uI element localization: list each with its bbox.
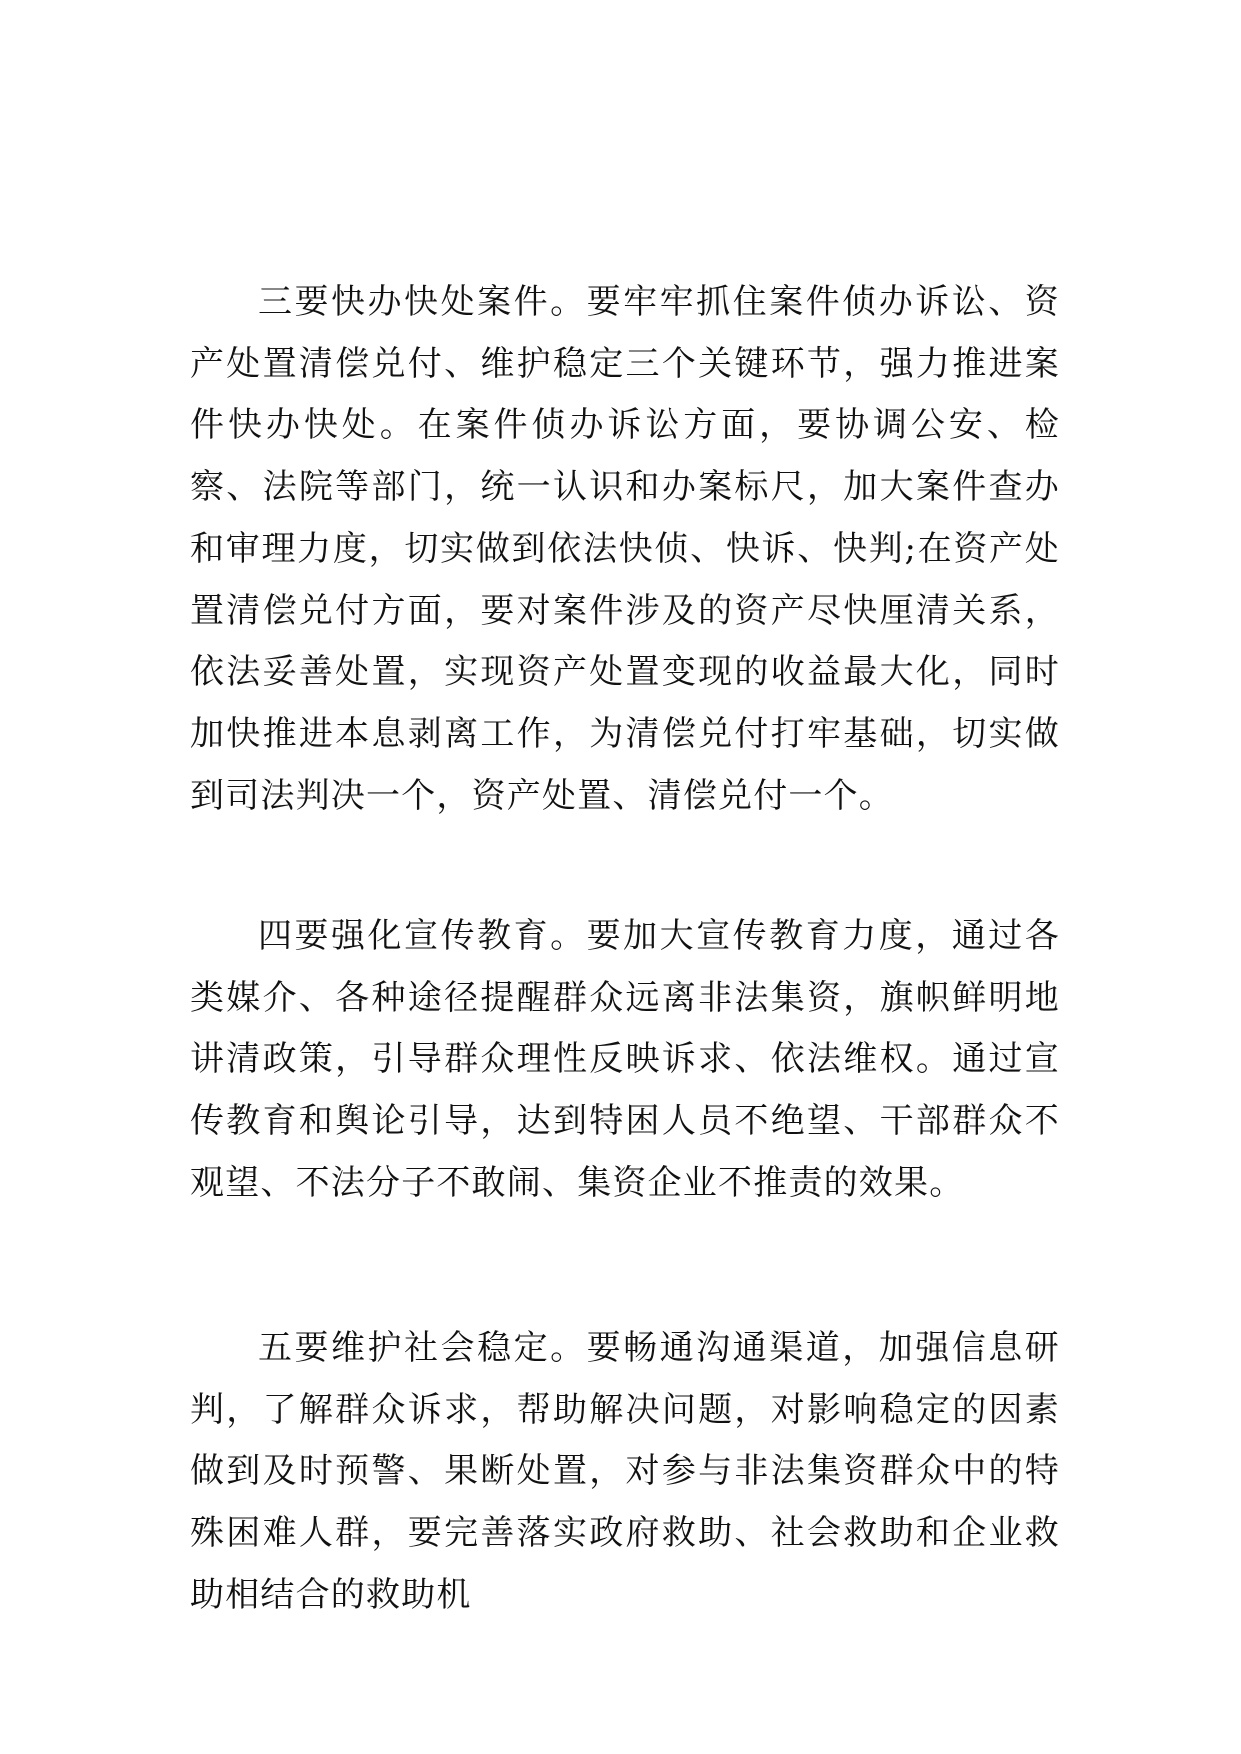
paragraph-publicity-education: 四要强化宣传教育。要加大宣传教育力度，通过各类媒介、各种途径提醒群众远离非法集资，旗帜鲜明地讲清政策，引导群众理性反映诉求、依法维权。通过宣传教育和舆论引导，达到特困人员不绝望、干部群众不观望、不法分子不敢闹、集资企业不推责的效果。	[190, 916, 1060, 1203]
paragraph-social-stability: 五要维护社会稳定。要畅通沟通渠道，加强信息研判，了解群众诉求，帮助解决问题，对影响稳定的因素做到及时预警、果断处置，对参与非法集资群众中的特殊困难人群，要完善落实政府救助、社会救助和企业救助相结合的救助机	[190, 1328, 1060, 1615]
paragraph-case-handling: 三要快办快处案件。要牢牢抓住案件侦办诉讼、资产处置清偿兑付、维护稳定三个关键环节，强力推进案件快办快处。在案件侦办诉讼方面，要协调公安、检察、法院等部门，统一认识和办案标尺，加大案件查办和审理力度，切实做到依法快侦、快诉、快判;在资产处置清偿兑付方面，要对案件涉及的资产尽快厘清关系，依法妥善处置，实现资产处置变现的收益最大化，同时加快推进本息剥离工作，为清偿兑付打牢基础，切实做到司法判决一个，资产处置、清偿兑付一个。	[190, 282, 1060, 816]
